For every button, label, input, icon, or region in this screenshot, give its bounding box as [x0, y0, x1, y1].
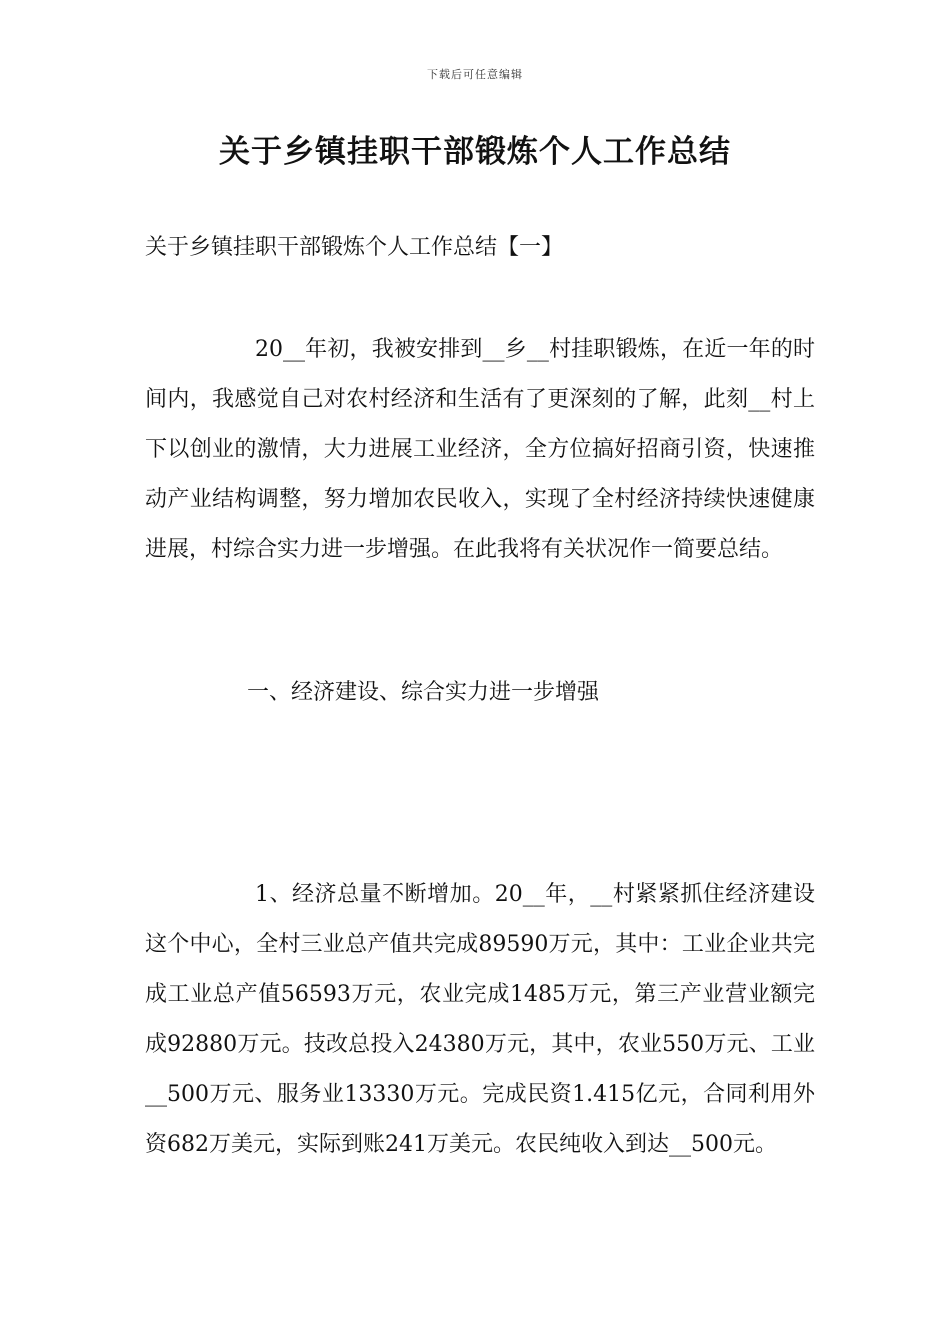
header-note: 下载后可任意编辑 [427, 68, 523, 81]
section-heading: 关于乡镇挂职干部锻炼个人工作总结【一】 [145, 235, 564, 260]
paragraph-economy: 1、经济总量不断增加。20__年，__村紧紧抓住经济建设这个中心，全村三业总产值共完成89590万元，其中：工业企业共完成工业总产值56593万元，农业完成1485万元，第三产业营业额完成92880万元。技改总投入24380万元，其中，农业550万元、工业__500万元、服务业13330万元。完成民资1.415亿元，合同利用外资682万美元，实际到账241万美元。农民纯收入到达__500元。 [145, 882, 815, 1157]
paragraph-intro: 20__年初，我被安排到__乡__村挂职锻炼，在近一年的时间内，我感觉自己对农村经济和生活有了更深刻的了解，此刻__村上下以创业的激情，大力进展工业经济，全方位搞好招商引资，快速推动产业结构调整，努力增加农民收入，实现了全村经济持续快速健康进展，村综合实力进一步增强。在此我将有关状况作一简要总结。 [145, 337, 815, 562]
sub-heading-economy: 一、经济建设、综合实力进一步增强 [247, 680, 600, 705]
document-title: 关于乡镇挂职干部锻炼个人工作总结 [219, 134, 731, 170]
